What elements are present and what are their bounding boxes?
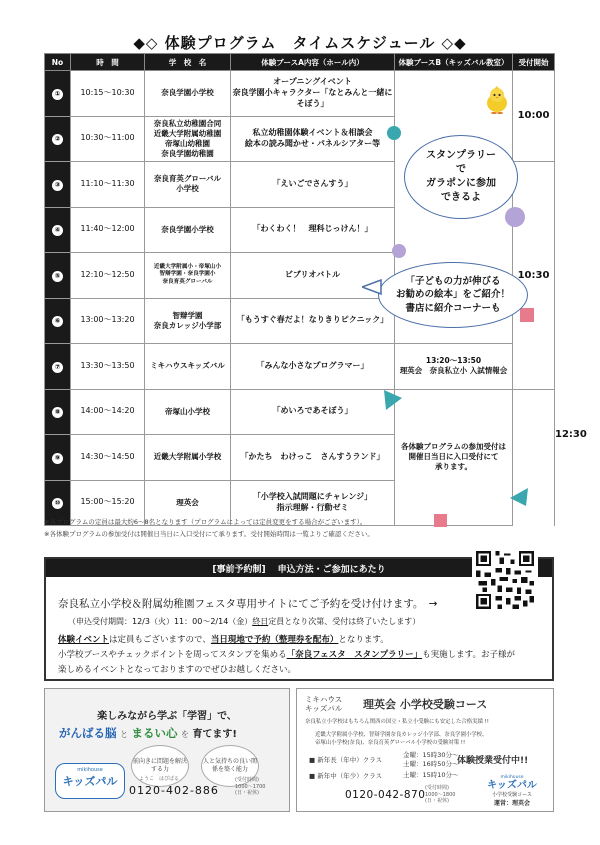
teal-dot-icon	[386, 125, 402, 141]
header-start: 受付開始	[513, 54, 555, 71]
row-booth-a: 「小学校入試問題にチャレンジ」 指示理解・行動ゼミ	[231, 480, 395, 526]
row-school: ミキハウスキッズバル	[145, 344, 231, 390]
stamp-rally-bubble: スタンプラリー で ガラポンに参加 できるよ	[404, 135, 518, 219]
row-number: ⑥	[45, 298, 71, 344]
row-school: 智辯学園 奈良カレッジ小学部	[145, 298, 231, 344]
qr-code-icon[interactable]	[472, 547, 538, 613]
trial-lesson-badge: 体験授業受付中!!	[457, 756, 529, 766]
row-school: 奈良育英グローバル 小学校	[145, 162, 231, 208]
phone-reading: ようこ はぴばる	[139, 776, 180, 782]
row-booth-a: 「みんな小さなプログラマー」	[231, 344, 395, 390]
row-school: 帝塚山小学校	[145, 389, 231, 435]
ad-brand: ミキハウス キッズパル	[305, 695, 343, 713]
start-time-2: 10:30	[513, 162, 555, 390]
row-booth-a: ビブリオバトル	[231, 253, 395, 299]
class-junior-times: 土曜：15時10分～	[403, 771, 459, 779]
ad-tagline: 楽しみながら学ぶ「学習」で、	[97, 711, 237, 722]
table-row	[45, 71, 555, 117]
reservation-period: （申込受付期間：12/3（火）11：00～2/14（金）終日定員となり次第、受付は終了いたします）	[68, 617, 421, 626]
row-booth-a: 「えいごでさんすう」	[231, 162, 395, 208]
reservation-text: 奈良私立小学校＆附属幼稚園フェスタ専用サイトにてご予約を受け付けます。 →	[58, 598, 438, 610]
pink-square-bottom-icon	[434, 514, 448, 528]
chick-mascot-icon	[484, 86, 510, 114]
teal-triangle-icon	[382, 388, 404, 412]
row-school: 理英会	[145, 480, 231, 526]
row-school: 奈良私立幼稚園合同 近畿大学附属幼稚園 帝塚山幼稚園 奈良学園幼稚園	[145, 116, 231, 162]
row-number: ④	[45, 207, 71, 253]
pink-square-icon	[520, 308, 534, 322]
ad-description: 奈良私立小学校はもちろん関西の国立・私立小受験にも安定した合格実績 !!	[305, 719, 489, 725]
header-time: 時 間	[71, 54, 145, 71]
class-senior-times: 金曜：15時30分～ 土曜：16時50分～	[403, 751, 459, 769]
table-row	[45, 389, 555, 435]
row-number: ⑩	[45, 480, 71, 526]
ad-title: 理英会 小学校受験コース	[363, 698, 488, 711]
row-booth-a: 「わくわく！ 理科じっけん！」	[231, 207, 395, 253]
application-heading: 申込方法・ご参加にあたり	[277, 564, 386, 575]
row-time: 13:00～13:20	[71, 298, 145, 344]
reservation-tag: [事前予約制]	[212, 564, 266, 575]
rieikai-ad	[296, 688, 554, 812]
table-row: ⑦ 13:30～13:50 ミキハウスキッズバル 「みんな小さなプログラマー」 13:20～13:50 理英会 奈良私立小 入試情報会 12:30	[45, 344, 555, 390]
row-school: 近畿大学附属小・帝塚山小 智辯学園・奈良学園小 奈良育英グローバル	[145, 253, 231, 299]
row-school: 奈良学園小学校	[145, 207, 231, 253]
rieikai-hours: (受付時間) 1000～1800 (日・祝休)	[425, 785, 456, 804]
arrow-icon: →	[428, 598, 438, 610]
row-time: 13:30～13:50	[71, 344, 145, 390]
row-number: ⑧	[45, 389, 71, 435]
row-time: 11:40～12:00	[71, 207, 145, 253]
row-booth-a: 「かたち わけっこ さんすうランド」	[231, 435, 395, 481]
row-school: 奈良学園小学校	[145, 71, 231, 117]
rieikai-phone[interactable]: 0120-042-870	[345, 789, 426, 801]
row-number: ①	[45, 71, 71, 117]
booth-b-note: 各体験プログラムの参加受付は 開催日当日に入口受付にて 承ります。	[395, 389, 513, 526]
row-booth-a: 「めいろであそぼう」	[231, 389, 395, 435]
ad-description-schools: 近畿大学附属小学校、智辯学園奈良カレッジ小学部、奈良学園小学校、 帝塚山小学校(奈良)、奈良育英グローバル小学校の受験対策 !!	[315, 732, 488, 747]
picture-books-bubble: 「子どもの力が伸びる お勧めの絵本」をご紹介！ 書店に紹介コーナーも	[378, 262, 528, 328]
row-time: 14:00～14:20	[71, 389, 145, 435]
teal-triangle-bottom-icon	[508, 486, 530, 508]
ad-slogan: がんばる脳 と まるい心 を 育てます!	[59, 726, 237, 740]
schedule-notes: ※各プログラムの定員は最大約6～8名となります（プログラムによっては定員変更をする場合がございます）。 ※各体験プログラムの参加受付は開催日当日に入口受付にて承ります。受付開始時間は一覧よりご確認ください。	[44, 518, 374, 539]
row-number: ⑨	[45, 435, 71, 481]
header-booth-b: 体験ブースB（キッズバル教室）	[395, 54, 513, 71]
row-booth-a: 私立幼稚園体験イベント＆相談会 絵本の読み聞かせ・パネルシアター等	[231, 116, 395, 162]
class-senior: ■ 新年長（年中）クラス	[309, 756, 383, 764]
header-booth-a: 体験ブースA内容（ホール内）	[231, 54, 395, 71]
kidspal-phone[interactable]: 0120-402-886	[129, 784, 219, 797]
kidspal-course-logo: mikihouse キッズパル 小学校受験コース 運営：理英会	[487, 775, 537, 807]
row-time: 14:30～14:50	[71, 435, 145, 481]
ad-circle-relationships: 人と気持ちの良い関係を築く能力	[201, 745, 259, 787]
closing-line: 楽しめるイベントとなっておりますのでぜひお越しください。	[58, 665, 297, 675]
row-booth-a: 「もうすぐ春だよ！なりきりピクニック」	[231, 298, 395, 344]
row-number: ③	[45, 162, 71, 208]
page-title: ◆◇ 体験プログラム タイムスケジュール ◇◆	[133, 34, 467, 52]
kidspal-hours: (受付時間) 1000～1700 (日・祝休)	[235, 777, 266, 796]
row-time: 10:30～11:00	[71, 116, 145, 162]
application-info-box	[44, 557, 554, 681]
kidspal-ad	[44, 688, 290, 812]
class-junior: ■ 新年中（年少）クラス	[309, 772, 383, 780]
table-header-row	[45, 54, 555, 71]
row-number: ⑤	[45, 253, 71, 299]
ad-circle-problem-solving: 前向きに問題を解決する力	[131, 745, 189, 787]
row-time: 12:10～12:50	[71, 253, 145, 299]
header-school: 学 校 名	[145, 54, 231, 71]
row-time: 15:00～15:20	[71, 480, 145, 526]
row-number: ②	[45, 116, 71, 162]
row-number: ⑦	[45, 344, 71, 390]
stamp-rally-line: 小学校ブースやチェックポイントを周ってスタンプを集める「奈良フェスタ スタンプラリー」も実施します。お子様が	[58, 650, 515, 660]
booth-b-info-session: 13:20～13:50 理英会 奈良私立小 入試情報会	[395, 344, 513, 390]
event-info-line: 体験イベントは定員もございますので、当日現地で予約（整理券を配布）となります。	[58, 635, 389, 645]
kidspal-logo: mikihouse キッズパル	[55, 763, 125, 799]
row-time: 10:15～10:30	[71, 71, 145, 117]
bubble-tail-icon	[362, 279, 382, 295]
header-no: No	[45, 54, 71, 71]
row-school: 近畿大学附属小学校	[145, 435, 231, 481]
purple-small-dot-icon	[391, 243, 407, 259]
row-time: 11:10～11:30	[71, 162, 145, 208]
start-time-1: 10:00	[513, 71, 555, 162]
row-booth-a: オープニングイベント 奈良学園小キャラクター「なとみんと一緒にそぼう」	[231, 71, 395, 117]
purple-dot-icon	[504, 206, 526, 228]
